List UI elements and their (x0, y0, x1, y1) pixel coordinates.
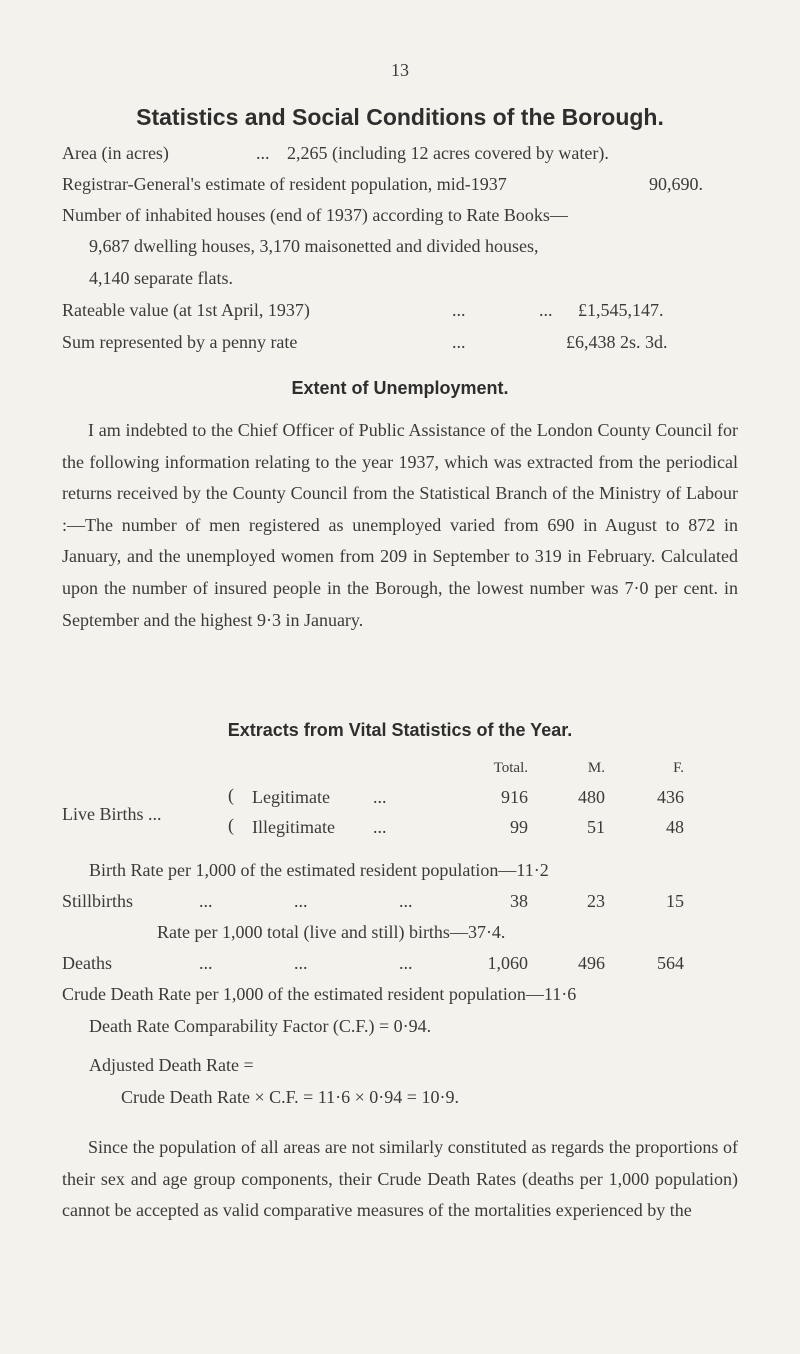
illegitimate-label: Illegitimate (252, 817, 335, 837)
rateable-dots-1: ... (452, 300, 466, 320)
rateable-value: £1,545,147. (578, 300, 664, 320)
deaths-m: 496 (578, 953, 605, 973)
houses-line-3: 4,140 separate flats. (89, 268, 233, 288)
legitimate-f: 436 (657, 787, 684, 807)
legitimate-m: 480 (578, 787, 605, 807)
population-value: 90,690. (649, 174, 703, 194)
illegitimate-m: 51 (587, 817, 605, 837)
stillbirth-rate: Rate per 1,000 total (live and still) births—37·4. (157, 922, 506, 942)
stillbirths-label: Stillbirths (62, 891, 134, 911)
area-value: 2,265 (including 12 acres covered by water). (287, 143, 609, 163)
population-label: Registrar-General's estimate of resident population, mid-1937 (62, 174, 507, 194)
col-header-total: Total. (493, 760, 528, 776)
deaths-dots-3: ... (399, 953, 413, 973)
adjusted-death-rate: Adjusted Death Rate = (89, 1055, 254, 1075)
rateable-label: Rateable value (at 1st April, 1937) (62, 300, 310, 320)
adjusted-formula: Crude Death Rate × C.F. = 11·6 × 0·94 = 10·9. (121, 1087, 459, 1107)
penny-rate-label: Sum represented by a penny rate (62, 332, 298, 352)
penny-rate-value: £6,438 2s. 3d. (566, 332, 668, 352)
deaths-dots-1: ... (199, 953, 213, 973)
col-header-m: M. (587, 760, 605, 776)
closing-paragraph: Since the population of all areas are not similarly constituted as regards the proportions of their sex and age group components, their Crude Death Rates (deaths per 1,000 population) cannot be accepted as valid comparative measures of the mortalities experienced by the (62, 1137, 738, 1221)
stillbirths-f: 15 (666, 891, 684, 911)
illegitimate-total: 99 (510, 817, 528, 837)
illegitimate-f: 48 (666, 817, 684, 837)
deaths-dots-2: ... (294, 953, 308, 973)
stillbirths-m: 23 (587, 891, 605, 911)
stillbirths-dots-2: ... (294, 891, 308, 911)
area-dots: ... (256, 143, 270, 163)
page-title: Statistics and Social Conditions of the Borough. (136, 104, 664, 130)
stillbirths-total: 38 (510, 891, 528, 911)
area-label: Area (in acres) (62, 143, 169, 163)
birth-rate: Birth Rate per 1,000 of the estimated resident population—11·2 (89, 860, 549, 880)
deaths-f: 564 (657, 953, 684, 973)
brace-bottom: ( (228, 815, 234, 835)
live-births-label: Live Births ... (62, 804, 162, 824)
stillbirths-dots-1: ... (199, 891, 213, 911)
legitimate-total: 916 (501, 787, 528, 807)
unemployment-paragraph: I am indebted to the Chief Officer of Public Assistance of the London County Council for the following information relating to the year 1937, which was extracted from the periodical returns received by the County Council from the Statistical Branch of the Ministry of Labour :—The number of men registered as unemployed varied from 690 in August to 872 in January, and the unemployed women from 209 in September to 319 in February. Calculated upon the number of insured people in the Borough, the lowest number was 7·0 per cent. in September and the highest 9·3 in January. (62, 420, 738, 630)
page-number: 13 (391, 60, 409, 80)
deaths-total: 1,060 (487, 953, 528, 973)
stillbirths-dots-3: ... (399, 891, 413, 911)
illegitimate-dots: ... (373, 817, 387, 837)
houses-line-2: 9,687 dwelling houses, 3,170 maisonetted and divided houses, (89, 236, 539, 256)
comparability-factor: Death Rate Comparability Factor (C.F.) = 0·94. (89, 1016, 432, 1036)
houses-line-1: Number of inhabited houses (end of 1937) according to Rate Books— (62, 205, 568, 225)
col-header-f: F. (673, 760, 684, 776)
legitimate-dots: ... (373, 787, 387, 807)
crude-death-rate: Crude Death Rate per 1,000 of the estimated resident population—11·6 (62, 984, 577, 1004)
rateable-dots-2: ... (539, 300, 553, 320)
vital-statistics-heading: Extracts from Vital Statistics of the Year. (227, 720, 573, 740)
unemployment-heading: Extent of Unemployment. (291, 378, 509, 398)
penny-rate-dots: ... (452, 332, 466, 352)
deaths-label: Deaths (62, 953, 112, 973)
brace-top: ( (228, 785, 234, 805)
legitimate-label: Legitimate (252, 787, 330, 807)
